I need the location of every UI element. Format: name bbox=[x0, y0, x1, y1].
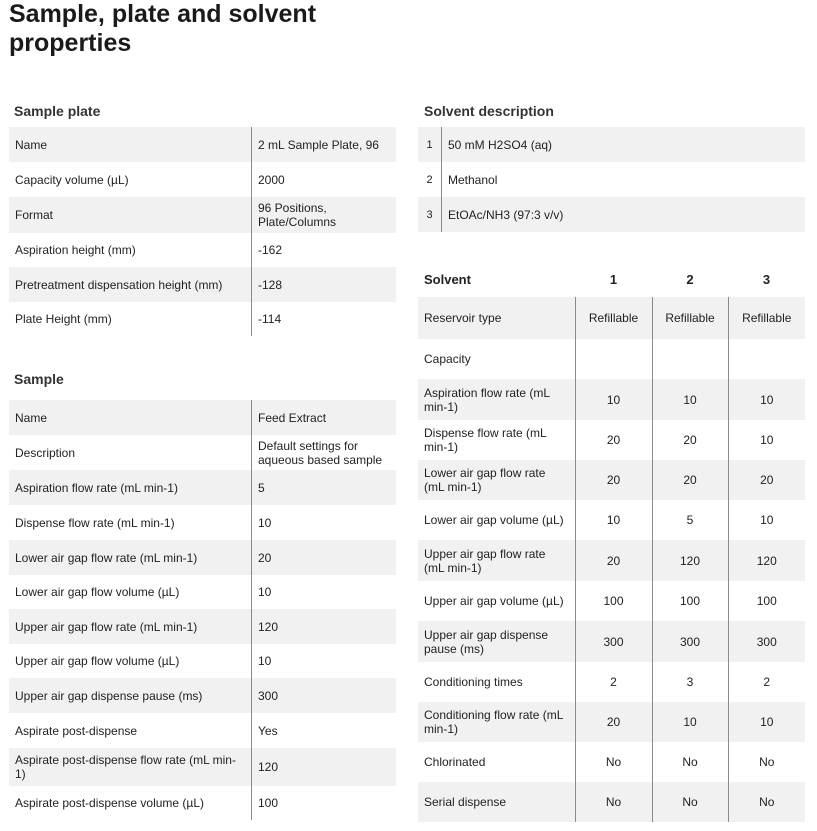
table-row bbox=[9, 127, 396, 162]
solvent-heading: Solvent bbox=[424, 271, 471, 287]
table-header-row bbox=[418, 261, 805, 297]
table-row bbox=[9, 575, 396, 609]
row-value: 2 mL Sample Plate, 96 bbox=[252, 127, 397, 162]
column-header: 3 bbox=[762, 271, 771, 287]
cell-value: 20 bbox=[575, 460, 652, 500]
table-row bbox=[9, 609, 396, 644]
row-value: 10 bbox=[252, 644, 397, 678]
sample-plate-heading: Sample plate bbox=[14, 103, 101, 119]
table-row bbox=[9, 267, 396, 302]
cell-value: No bbox=[728, 742, 805, 782]
cell-value: 20 bbox=[575, 420, 652, 460]
cell-value: No bbox=[575, 782, 652, 822]
table-row bbox=[9, 540, 396, 575]
row-value: 2000 bbox=[252, 162, 397, 197]
cell-value: 10 bbox=[652, 702, 728, 742]
row-value: -162 bbox=[252, 233, 397, 267]
row-value: -114 bbox=[252, 302, 397, 336]
row-value: 120 bbox=[252, 609, 397, 644]
row-value: 20 bbox=[252, 540, 397, 575]
row-value: -128 bbox=[252, 267, 397, 302]
row-label: Plate Height (mm) bbox=[15, 312, 112, 326]
row-value: 120 bbox=[252, 748, 397, 786]
row-label: Upper air gap flow rate (mL min-1) bbox=[418, 540, 575, 581]
cell-value: 20 bbox=[652, 460, 728, 500]
solvent-table bbox=[418, 261, 805, 822]
table-row bbox=[418, 339, 805, 379]
table-row bbox=[418, 662, 805, 702]
cell-value: 20 bbox=[728, 460, 805, 500]
cell-value: 120 bbox=[728, 540, 805, 581]
row-value: Feed Extract bbox=[252, 400, 397, 435]
column-header: 2 bbox=[686, 271, 694, 287]
row-value: Yes bbox=[252, 713, 397, 748]
cell-value: 10 bbox=[728, 702, 805, 742]
row-label: Aspiration flow rate (mL min-1) bbox=[418, 379, 575, 420]
solvent-description-table bbox=[418, 127, 805, 232]
row-value: Default settings for aqueous based sample bbox=[252, 435, 397, 470]
row-label: Conditioning flow rate (mL min-1) bbox=[418, 702, 575, 742]
row-label: Upper air gap flow volume (µL) bbox=[15, 654, 180, 668]
table-row bbox=[9, 713, 396, 748]
table-row bbox=[9, 197, 396, 233]
row-label: Upper air gap dispense pause (ms) bbox=[418, 621, 575, 662]
solvent-number: 3 bbox=[418, 197, 442, 232]
cell-value: 2 bbox=[575, 662, 652, 702]
table-row bbox=[418, 197, 805, 232]
row-label: Aspiration height (mm) bbox=[15, 243, 136, 257]
row-label: Aspirate post-dispense volume (µL) bbox=[15, 796, 204, 810]
column-header: 1 bbox=[609, 271, 618, 287]
cell-value: 3 bbox=[652, 662, 728, 702]
table-row bbox=[9, 435, 396, 470]
row-value: 10 bbox=[252, 505, 397, 540]
table-row bbox=[9, 233, 396, 267]
row-value: 5 bbox=[252, 470, 397, 505]
cell-value: 10 bbox=[652, 379, 728, 420]
solvent-name: EtOAc/NH3 (97:3 v/v) bbox=[442, 197, 806, 232]
row-label: Aspirate post-dispense bbox=[15, 723, 138, 738]
cell-value bbox=[728, 339, 805, 379]
table-row bbox=[9, 678, 396, 713]
row-label: Pretreatment dispensation height (mm) bbox=[9, 267, 252, 302]
cell-value: 20 bbox=[652, 420, 728, 460]
cell-value: Refillable bbox=[652, 297, 728, 339]
cell-value: 100 bbox=[652, 581, 728, 621]
row-label: Name bbox=[9, 400, 252, 435]
table-row bbox=[418, 420, 805, 460]
row-label: Description bbox=[15, 445, 76, 460]
cell-value: 10 bbox=[575, 379, 652, 420]
row-value: 300 bbox=[252, 678, 397, 713]
sample-table bbox=[9, 400, 396, 820]
row-label: Name bbox=[9, 127, 252, 162]
cell-value: 300 bbox=[575, 621, 652, 662]
row-label: Conditioning times bbox=[424, 675, 523, 689]
cell-value: 10 bbox=[728, 420, 805, 460]
cell-value: 10 bbox=[728, 500, 805, 540]
row-label: Format bbox=[9, 197, 252, 233]
row-label: Upper air gap dispense pause (ms) bbox=[9, 678, 252, 713]
cell-value: No bbox=[652, 782, 728, 822]
sample-plate-table bbox=[9, 127, 396, 336]
row-label: Capacity bbox=[424, 352, 471, 366]
table-row bbox=[418, 621, 805, 662]
solvent-name: 50 mM H2SO4 (aq) bbox=[442, 127, 806, 162]
row-value: 10 bbox=[252, 575, 397, 609]
row-label: Chlorinated bbox=[424, 755, 486, 769]
row-label: Upper air gap volume (µL) bbox=[424, 594, 564, 608]
row-label: Lower air gap flow rate (mL min-1) bbox=[9, 540, 252, 575]
table-row bbox=[418, 540, 805, 581]
row-label: Lower air gap volume (µL) bbox=[424, 513, 564, 527]
cell-value: Refillable bbox=[575, 297, 652, 339]
solvent-number: 1 bbox=[418, 127, 442, 162]
cell-value: 20 bbox=[575, 540, 652, 581]
table-row bbox=[418, 297, 805, 339]
row-label: Aspirate post-dispense flow rate (mL min-1) bbox=[9, 748, 252, 786]
row-label: Dispense flow rate (mL min-1) bbox=[424, 426, 547, 454]
cell-value bbox=[575, 339, 652, 379]
table-row bbox=[418, 742, 805, 782]
table-row bbox=[9, 748, 396, 786]
solvent-number: 2 bbox=[426, 173, 433, 186]
cell-value: 2 bbox=[728, 662, 805, 702]
row-value: 100 bbox=[252, 786, 397, 820]
cell-value: 300 bbox=[652, 621, 728, 662]
table-row bbox=[9, 302, 396, 336]
table-row bbox=[9, 786, 396, 820]
solvent-description-heading: Solvent description bbox=[424, 103, 554, 119]
solvent-name: Methanol bbox=[442, 162, 806, 197]
table-row bbox=[418, 782, 805, 822]
row-label: Aspiration flow rate (mL min-1) bbox=[9, 470, 252, 505]
table-row bbox=[418, 500, 805, 540]
table-row bbox=[9, 644, 396, 678]
row-label: Upper air gap flow rate (mL min-1) bbox=[9, 609, 252, 644]
cell-value: 20 bbox=[575, 702, 652, 742]
row-value: 96 Positions, Plate/Columns bbox=[252, 197, 397, 233]
page-title: Sample, plate and solvent properties bbox=[9, 0, 317, 57]
table-row bbox=[418, 162, 805, 197]
table-row bbox=[418, 379, 805, 420]
table-row bbox=[418, 581, 805, 621]
cell-value: 5 bbox=[652, 500, 728, 540]
table-row bbox=[9, 162, 396, 197]
cell-value: No bbox=[728, 782, 805, 822]
cell-value: 300 bbox=[728, 621, 805, 662]
row-label: Lower air gap flow volume (µL) bbox=[15, 585, 180, 599]
row-label: Serial dispense bbox=[418, 782, 575, 822]
cell-value: No bbox=[652, 742, 728, 782]
row-label: Capacity volume (µL) bbox=[15, 172, 129, 187]
cell-value bbox=[652, 339, 728, 379]
sample-heading: Sample bbox=[14, 371, 64, 387]
cell-value: 10 bbox=[575, 500, 652, 540]
cell-value: 120 bbox=[652, 540, 728, 581]
table-row bbox=[9, 400, 396, 435]
cell-value: Refillable bbox=[728, 297, 805, 339]
row-label: Dispense flow rate (mL min-1) bbox=[15, 515, 175, 530]
row-label: Lower air gap flow rate (mL min-1) bbox=[418, 460, 575, 500]
table-row bbox=[9, 505, 396, 540]
table-row bbox=[418, 702, 805, 742]
row-label: Reservoir type bbox=[418, 297, 575, 339]
table-row bbox=[9, 470, 396, 505]
cell-value: No bbox=[575, 742, 652, 782]
cell-value: 100 bbox=[728, 581, 805, 621]
table-row bbox=[418, 127, 805, 162]
cell-value: 10 bbox=[728, 379, 805, 420]
table-row bbox=[418, 460, 805, 500]
cell-value: 100 bbox=[575, 581, 652, 621]
